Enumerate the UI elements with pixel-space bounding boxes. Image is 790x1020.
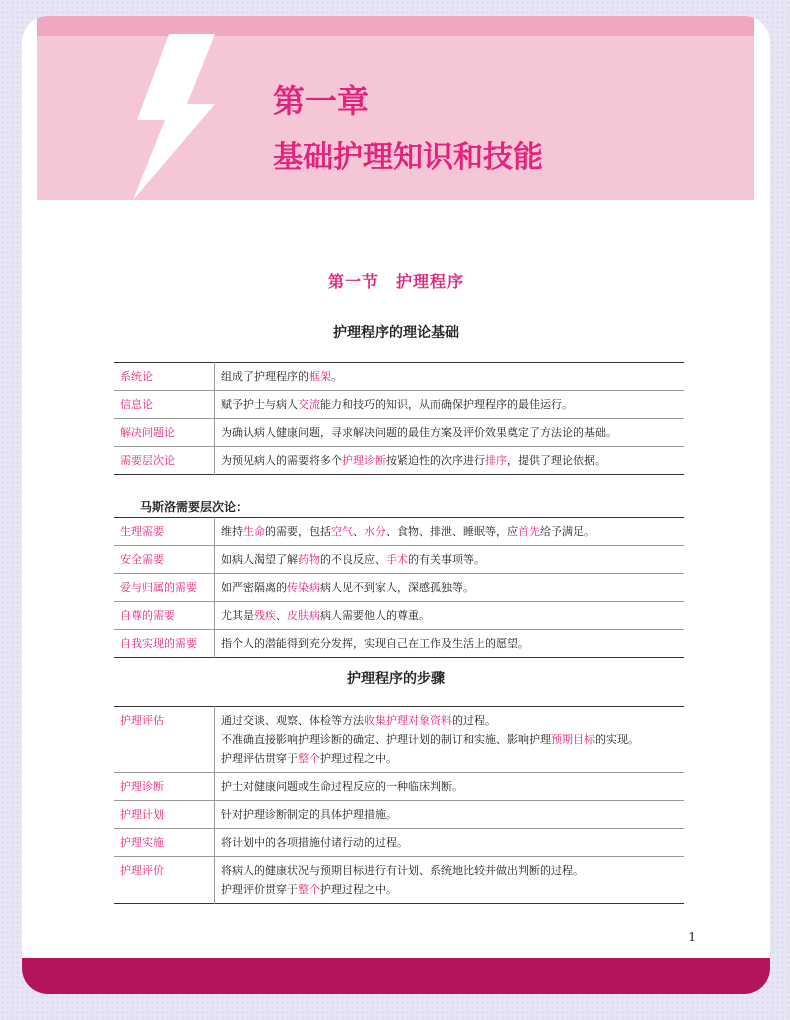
highlight-term: 收集护理对象资料 [364,714,452,727]
text-segment: 指个人的潜能得到充分发挥，实现自己在工作及生活上的愿望。 [221,637,529,650]
row-key: 护理实施 [114,829,215,857]
text-segment: 不准确直接影响护理诊断的确定、护理计划的制订和实施、影响护理 [221,733,551,746]
maslow-table [114,517,684,658]
text-line [221,395,678,414]
highlight-term: 整个 [298,752,320,765]
row-key: 需要层次论 [114,447,215,475]
table-row [114,391,684,419]
highlight-term: 皮肤病 [287,609,320,622]
text-line [221,805,678,824]
row-value [215,773,685,801]
text-segment: 组成了护理程序的 [221,370,309,383]
text-segment: 赋予护士与病人 [221,398,298,411]
text-line [221,749,678,768]
table-row [114,801,684,829]
highlight-term: 手术 [386,553,408,566]
row-key: 生理需要 [114,518,215,546]
text-segment: 通过交谈、观察、体检等方法 [221,714,364,727]
text-segment: 能力和技巧的知识，从而确保护理程序的最佳运行。 [320,398,573,411]
text-segment: 的实现。 [595,733,639,746]
highlight-term: 框架 [309,370,331,383]
table-row [114,857,684,904]
highlight-term: 水分 [364,525,386,538]
row-value [215,574,685,602]
highlight-term: 交流 [298,398,320,411]
row-value [215,801,685,829]
text-segment: 的有关事项等。 [408,553,485,566]
table-row [114,546,684,574]
highlight-term: 传染病 [287,581,320,594]
table-row [114,518,684,546]
row-value [215,391,685,419]
text-line [221,423,678,442]
row-value [215,707,685,773]
text-line [221,880,678,899]
text-line [221,451,678,470]
text-line [221,606,678,625]
text-line [221,522,678,541]
text-segment: 尤其是 [221,609,254,622]
text-line [221,578,678,597]
text-segment: 的不良反应、 [320,553,386,566]
highlight-term: 首先 [518,525,540,538]
text-segment: 、 [276,609,287,622]
text-line [221,711,678,730]
text-segment: 将计划中的各项措施付诸行动的过程。 [221,836,408,849]
theory-table [114,362,684,475]
highlight-term: 预期目标 [551,733,595,746]
text-segment: 、食物、排泄、睡眠等，应 [386,525,518,538]
steps-table [114,706,684,904]
text-segment: 护理过程之中。 [320,883,397,896]
highlight-term: 残疾 [254,609,276,622]
text-segment: 的需要，包括 [265,525,331,538]
text-segment: 护理评估贯穿于 [221,752,298,765]
row-key: 解决问题论 [114,419,215,447]
theory-heading: 护理程序的理论基础 [333,325,459,341]
table-row [114,419,684,447]
text-segment: 为确认病人健康问题，寻求解决问题的最佳方案及评价效果奠定了方法论的基础。 [221,426,617,439]
chapter-number: 第一章 [273,82,370,120]
highlight-term: 生命 [243,525,265,538]
text-segment: ，提供了理论依据。 [507,454,606,467]
highlight-term: 排序 [485,454,507,467]
chapter-banner [37,16,754,200]
table-row [114,707,684,773]
row-key: 爱与归属的需要 [114,574,215,602]
text-segment: 给予满足。 [540,525,595,538]
row-value [215,419,685,447]
row-key: 自尊的需要 [114,602,215,630]
row-key: 安全需要 [114,546,215,574]
row-value [215,829,685,857]
book-page [22,16,770,994]
table-row [114,602,684,630]
text-line [221,861,678,880]
text-segment: 护理评价贯穿于 [221,883,298,896]
row-value [215,602,685,630]
table-row [114,630,684,658]
text-segment: 、 [353,525,364,538]
highlight-term: 护理诊断 [342,454,386,467]
text-line [221,777,678,796]
text-segment: 护理过程之中。 [320,752,397,765]
text-line [221,730,678,749]
highlight-term: 药物 [298,553,320,566]
footer-bar [22,958,770,994]
text-segment: 的过程。 [452,714,496,727]
row-value [215,363,685,391]
row-value [215,857,685,904]
text-segment: 。 [331,370,342,383]
row-value [215,518,685,546]
row-key: 自我实现的需要 [114,630,215,658]
highlight-term: 整个 [298,883,320,896]
text-segment: 为预见病人的需要将多个 [221,454,342,467]
row-value [215,630,685,658]
text-segment: 按紧迫性的次序进行 [386,454,485,467]
row-key: 护理计划 [114,801,215,829]
text-segment: 维持 [221,525,243,538]
row-key: 信息论 [114,391,215,419]
row-key: 护理评价 [114,857,215,904]
table-row [114,447,684,475]
table-row [114,773,684,801]
text-segment: 病人需要他人的尊重。 [320,609,430,622]
chapter-title: 基础护理知识和技能 [273,140,543,175]
page-number: 1 [688,930,696,944]
highlight-term: 空气 [331,525,353,538]
table-row [114,574,684,602]
row-value [215,546,685,574]
text-segment: 护士对健康问题或生命过程反应的一种临床判断。 [221,780,463,793]
table-row [114,829,684,857]
table-row [114,363,684,391]
row-key: 系统论 [114,363,215,391]
text-segment: 如病人渴望了解 [221,553,298,566]
section-title: 第一节 护理程序 [327,272,464,291]
row-key: 护理诊断 [114,773,215,801]
text-segment: 将病人的健康状况与预期目标进行有计划、系统地比较并做出判断的过程。 [221,864,584,877]
steps-heading: 护理程序的步骤 [347,671,445,687]
text-segment: 如严密隔离的 [221,581,287,594]
text-line [221,833,678,852]
text-line [221,634,678,653]
text-line [221,550,678,569]
text-segment: 病人见不到家人，深感孤独等。 [320,581,474,594]
row-value [215,447,685,475]
text-line [221,367,678,386]
text-segment: 针对护理诊断制定的具体护理措施。 [221,808,397,821]
maslow-heading: 马斯洛需要层次论： [140,500,249,514]
row-key: 护理评估 [114,707,215,773]
